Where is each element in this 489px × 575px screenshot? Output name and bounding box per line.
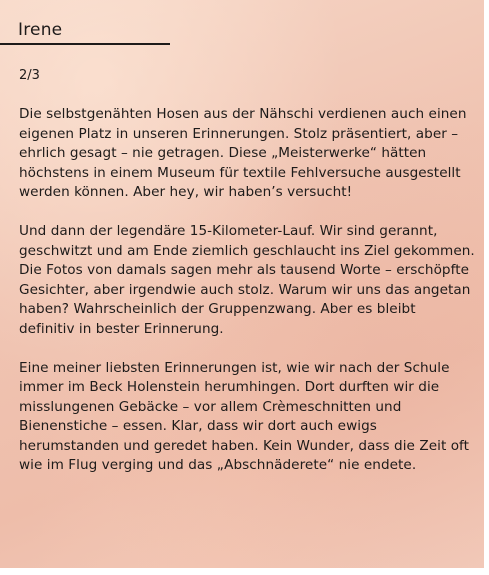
paragraph-run: Und dann der legendäre 15-Kilometer-Lauf. Wir sind gerannt, geschwitzt und am Ende ziemlich geschlaucht ins Ziel gekommen. Die Fotos von damals sagen mehr als tausend Worte – erschöpfte Gesichter, aber irgendwie auch stolz. Warum wir uns das angetan haben? Wahrscheinlich der Gruppenzwang. Aber es bleibt definitiv in bester Erinnerung.: [19, 223, 475, 337]
paragraph-sewing: Die selbstgenähten Hosen aus der Nähschi verdienen auch einen eigenen Platz in unseren Erinnerungen. Stolz präsentiert, aber – ehrlich gesagt – nie getragen. Diese „Meisterwerke“ hätten höchstens in einem Museum für textile Fehlversuche ausgestellt werden können. Aber hey, wir haben’s versucht!: [19, 106, 467, 200]
story-text: [19, 105, 475, 495]
page-title: Irene: [18, 20, 63, 40]
page-counter: 2/3: [19, 68, 40, 83]
title-underline: [0, 43, 170, 45]
paragraph-bakery: Eine meiner liebsten Erinnerungen ist, wie wir nach der Schule immer im Beck Holenstein herumhingen. Dort durften wir die misslungenen Gebäcke – vor allem Crèmeschnitten und Bienenstiche – essen. Klar, dass wir dort auch ewigs herumstanden und geredet haben. Kein Wunder, dass die Zeit oft wie im Flug verging und das „Abschnäderete“ nie endete.: [19, 359, 470, 473]
